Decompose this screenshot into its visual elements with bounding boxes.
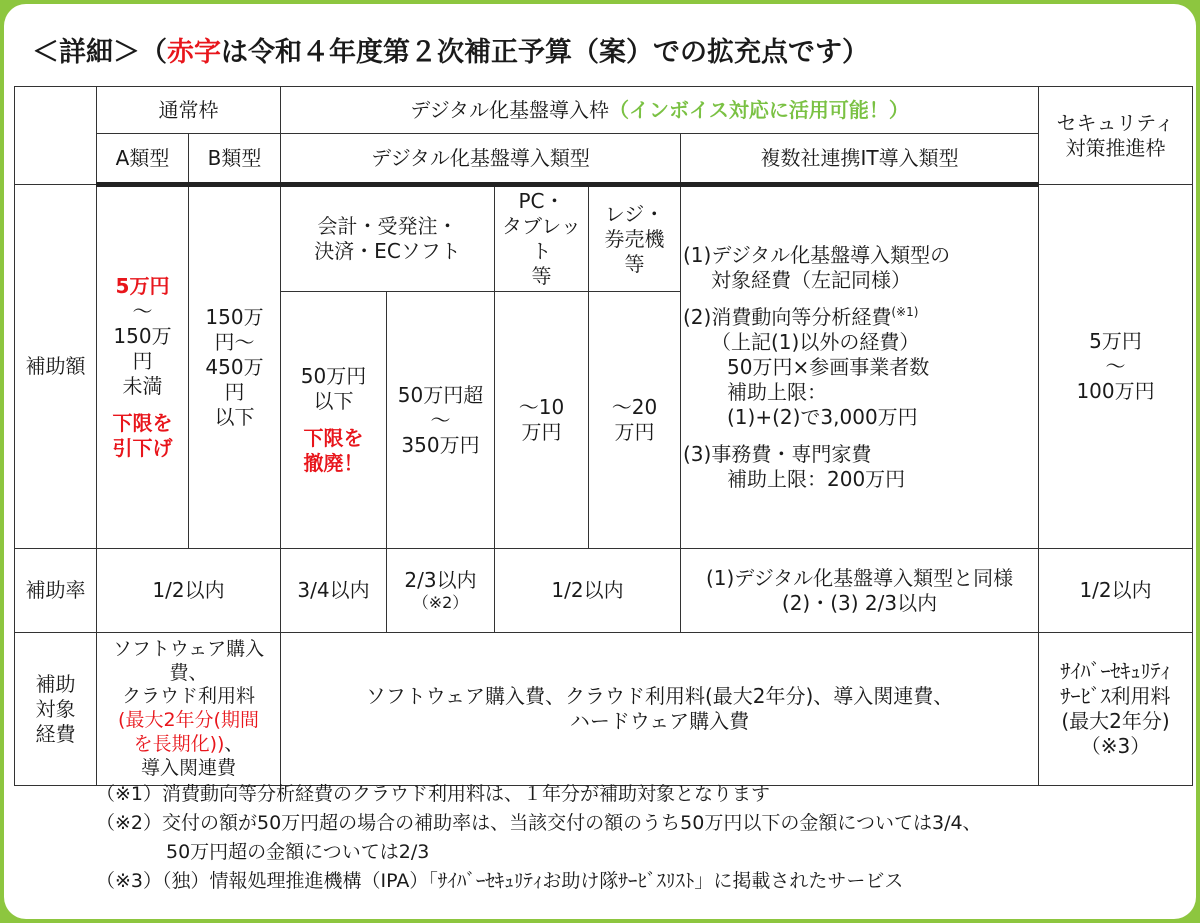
subsidy-table (14, 86, 1193, 786)
rate-normal: 1/2以内 (97, 549, 281, 633)
amount-a-type: 5万円 ～ 150万 円 未満 下限を 引下げ (97, 185, 189, 549)
amount-security: 5万円 ～ 100万円 (1039, 185, 1193, 549)
footnote-1: （※1）消費動向等分析経費のクラウド利用料は、１年分が補助対象となります (96, 783, 771, 805)
subheader-pc: PC・ タブレット 等 (495, 185, 589, 292)
cost-digital: ソフトウェア購入費、クラウド利用料(最大2年分)、導入関連費、 ハードウェア購入費 (281, 633, 1039, 786)
footnote-3: （※3）（独）情報処理推進機構（IPA）「ｻｲﾊﾞｰｾｷｭﾘﾃｨお助け隊ｻｰﾋﾞｽﾘｽﾄ」に掲載されたサービス (96, 870, 904, 892)
header-digital-type: デジタル化基盤導入類型 (281, 134, 681, 185)
header-a-type: A類型 (97, 134, 189, 185)
rate-accounting-high: 2/3以内 （※2） (387, 549, 495, 633)
subheader-register: レジ・ 券売機 等 (589, 185, 681, 292)
rate-accounting-low: 3/4以内 (281, 549, 387, 633)
amount-accounting-low: 50万円 以下 下限を 撤廃！ (281, 292, 387, 549)
amount-b-type: 150万 円～ 450万 円 以下 (189, 185, 281, 549)
rate-hardware: 1/2以内 (495, 549, 681, 633)
row-label-rate: 補助率 (15, 549, 97, 633)
cost-security: ｻｲﾊﾞｰｾｷｭﾘﾃｨ ｻｰﾋﾞｽ利用料 (最大2年分) （※3） (1039, 633, 1193, 786)
row-label-amount: 補助額 (15, 185, 97, 549)
cost-normal: ソフトウェア購入費、 クラウド利用料 (最大2年分(期間 を長期化))、 導入関連費 (97, 633, 281, 786)
content-card (4, 4, 1196, 919)
title-red-text: 赤字 (167, 37, 221, 68)
amount-accounting-high: 50万円超 ～ 350万円 (387, 292, 495, 549)
invoice-note: （インボイス対応に活用可能！） (609, 97, 909, 122)
amount-multi-type: (1)デジタル化基盤導入類型の 対象経費（左記同様） (2)消費動向等分析経費$^{(※1)}$ （上記(1)以外の経費） 50万円×参画事業者数 補助上限： (1)+(2)で3,000万円 (3)事務費・専門家費 補助上限：200万円 (681, 185, 1039, 549)
rate-multi: (1)デジタル化基盤導入類型と同様 (2)・(3) 2/3以内 (681, 549, 1039, 633)
footnotes (96, 780, 982, 896)
amount-register: ～20 万円 (589, 292, 681, 549)
header-row-2 (15, 134, 1193, 185)
cost-row (15, 633, 1193, 786)
page-title: ＜詳細＞（赤字は令和４年度第２次補正予算（案）での拡充点です） (32, 37, 869, 68)
header-normal: 通常枠 (97, 87, 281, 134)
rate-row (15, 549, 1193, 633)
amount-pc: ～10 万円 (495, 292, 589, 549)
subheader-accounting: 会計・受発注・ 決済・ECソフト (281, 185, 495, 292)
header-security: セキュリティ 対策推進枠 (1039, 87, 1193, 185)
header-row-1 (15, 87, 1193, 134)
header-digital-base: デジタル化基盤導入枠（インボイス対応に活用可能！） (281, 87, 1039, 134)
amount-row-top (15, 185, 1193, 292)
header-multi-type: 複数社連携IT導入類型 (681, 134, 1039, 185)
rate-security: 1/2以内 (1039, 549, 1193, 633)
row-label-cost: 補助 対象 経費 (15, 633, 97, 786)
corner-cell (15, 87, 97, 185)
footnote-2: （※2）交付の額が50万円超の場合の補助率は、当該交付の額のうち50万円以下の金額については3/4、 (96, 812, 982, 834)
footnote-2-cont: 50万円超の金額については2/3 (166, 841, 430, 863)
header-b-type: B類型 (189, 134, 281, 185)
